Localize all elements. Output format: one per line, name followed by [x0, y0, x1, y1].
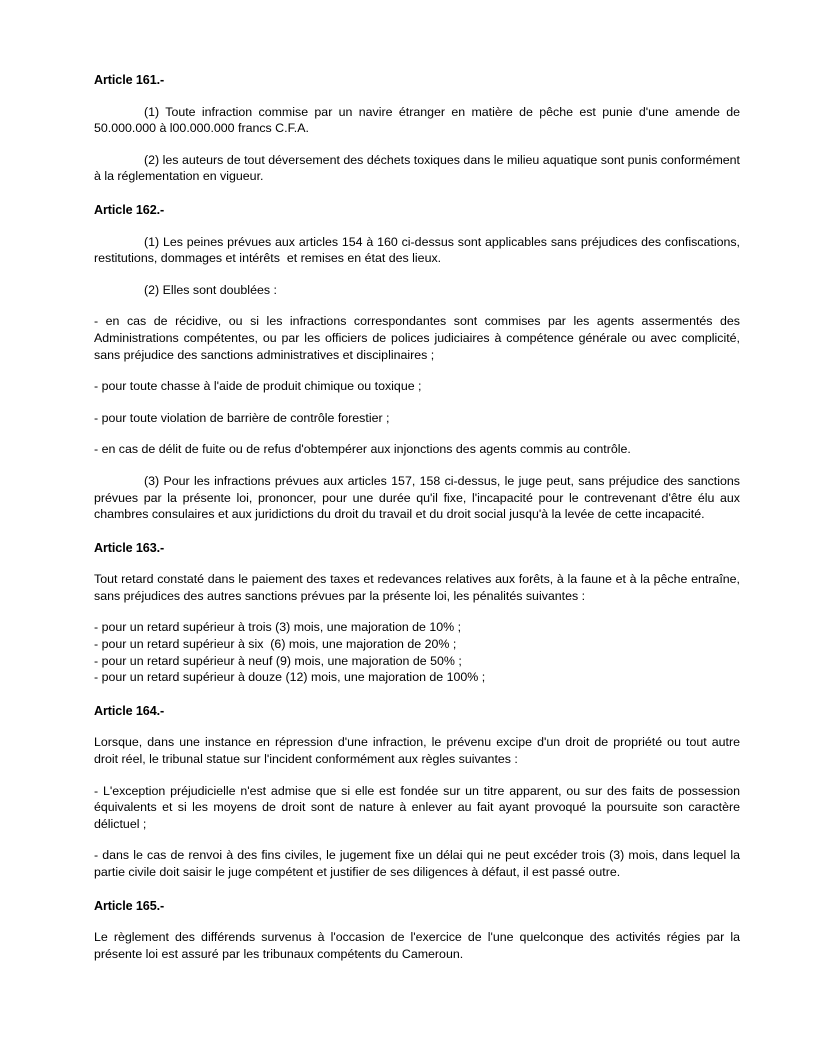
article-163-heading: Article 163.-: [94, 540, 165, 555]
article-165-heading: Article 165.-: [94, 898, 165, 913]
article-165-body-paragraph: Le règlement des différends survenus à l'occasion de l'exercice de l'une quelconque des activités régies par la présente loi est assuré par les tribunaux compétents du Cameroun.: [94, 930, 744, 961]
article-162-paragraph-1: (1) Les peines prévues aux articles 154 à 160 ci-dessus sont applicables sans préjudices des confiscations, restitutions, dommages et intérêts et remises en état des lieux.: [94, 234, 744, 266]
article-164-bullet-exception-prejudicielle: - L'exception préjudicielle n'est admise que si elle est fondée sur un titre apparent, ou sur des faits de possession équivalents et si les moyens de droit sont de nature à enlever au fait ayant provoqué la poursuite son caractère délictuel ;: [94, 783, 744, 831]
article-161-heading: Article 161.-: [94, 73, 165, 87]
article-164-intro-paragraph: Lorsque, dans une instance en répression d'une infraction, le prévenu excipe d'un droit de propriété ou tout autre droit réel, le tribunal statue sur l'incident conformément aux règles suivantes :: [94, 735, 744, 767]
article-162-bullet-barriere-controle: - pour toute violation de barrière de contrôle forestier ;: [94, 410, 390, 425]
article-164-heading: Article 164.-: [94, 703, 165, 718]
article-161-paragraph-1: (1) Toute infraction commise par un navire étranger en matière de pêche est punie d'une amende de 50.000.000 à l00.000.000 francs C.F.A.: [94, 104, 744, 136]
article-163-intro-paragraph: Tout retard constaté dans le paiement des taxes et redevances relatives aux forêts, à la faune et à la pêche entraîne, sans préjudices des autres sanctions prévues par la présente loi, les pénalités suivantes :: [94, 572, 744, 603]
article-163-penalty-twelve-months: - pour un retard supérieur à douze (12) mois, une majoration de 100% ;: [94, 670, 486, 685]
article-163-penalty-three-months: - pour un retard supérieur à trois (3) mois, une majoration de 10% ;: [94, 620, 462, 635]
article-162-paragraph-2: (2) Elles sont doublées :: [144, 282, 277, 297]
article-163-penalty-six-months: - pour un retard supérieur à six (6) mois, une majoration de 20% ;: [94, 637, 457, 652]
document-text-body: [94, 72, 744, 962]
article-164-bullet-renvoi-fins-civiles: - dans le cas de renvoi à des fins civiles, le jugement fixe un délai qui ne peut excéder trois (3) mois, dans lequel la partie civile doit saisir le juge compétent et justifier de ses diligences à défaut, il est passé outre.: [94, 848, 744, 879]
article-162-paragraph-3: (3) Pour les infractions prévues aux articles 157, 158 ci-dessus, le juge peut, sans préjudice des sanctions prévues par la présente loi, prononcer, pour une durée qu'il fixe, l'incapacité pour le contrevenant d'être élu aux chambres consulaires et aux juridictions du droit du travail et du droit social jusqu'à la levée de cette incapacité.: [94, 473, 744, 522]
article-162-bullet-chasse-chimique: - pour toute chasse à l'aide de produit chimique ou toxique ;: [94, 379, 422, 394]
article-161-paragraph-2: (2) les auteurs de tout déversement des déchets toxiques dans le milieu aquatique sont punis conformément à la réglementation en vigueur.: [94, 152, 744, 184]
article-162-bullet-recidive: - en cas de récidive, ou si les infractions correspondantes sont commises par les agents assermentés des Administrations compétentes, ou par les officiers de polices judiciaires à compétence générale ou avec complicité, sans préjudice des sanctions administratives et disciplinaires ;: [94, 314, 744, 362]
article-162-heading: Article 162.-: [94, 202, 165, 217]
article-163-penalty-nine-months: - pour un retard supérieur à neuf (9) mois, une majoration de 50% ;: [94, 653, 462, 668]
article-162-bullet-delit-de-fuite: - en cas de délit de fuite ou de refus d'obtempérer aux injonctions des agents commis au contrôle.: [94, 442, 631, 457]
